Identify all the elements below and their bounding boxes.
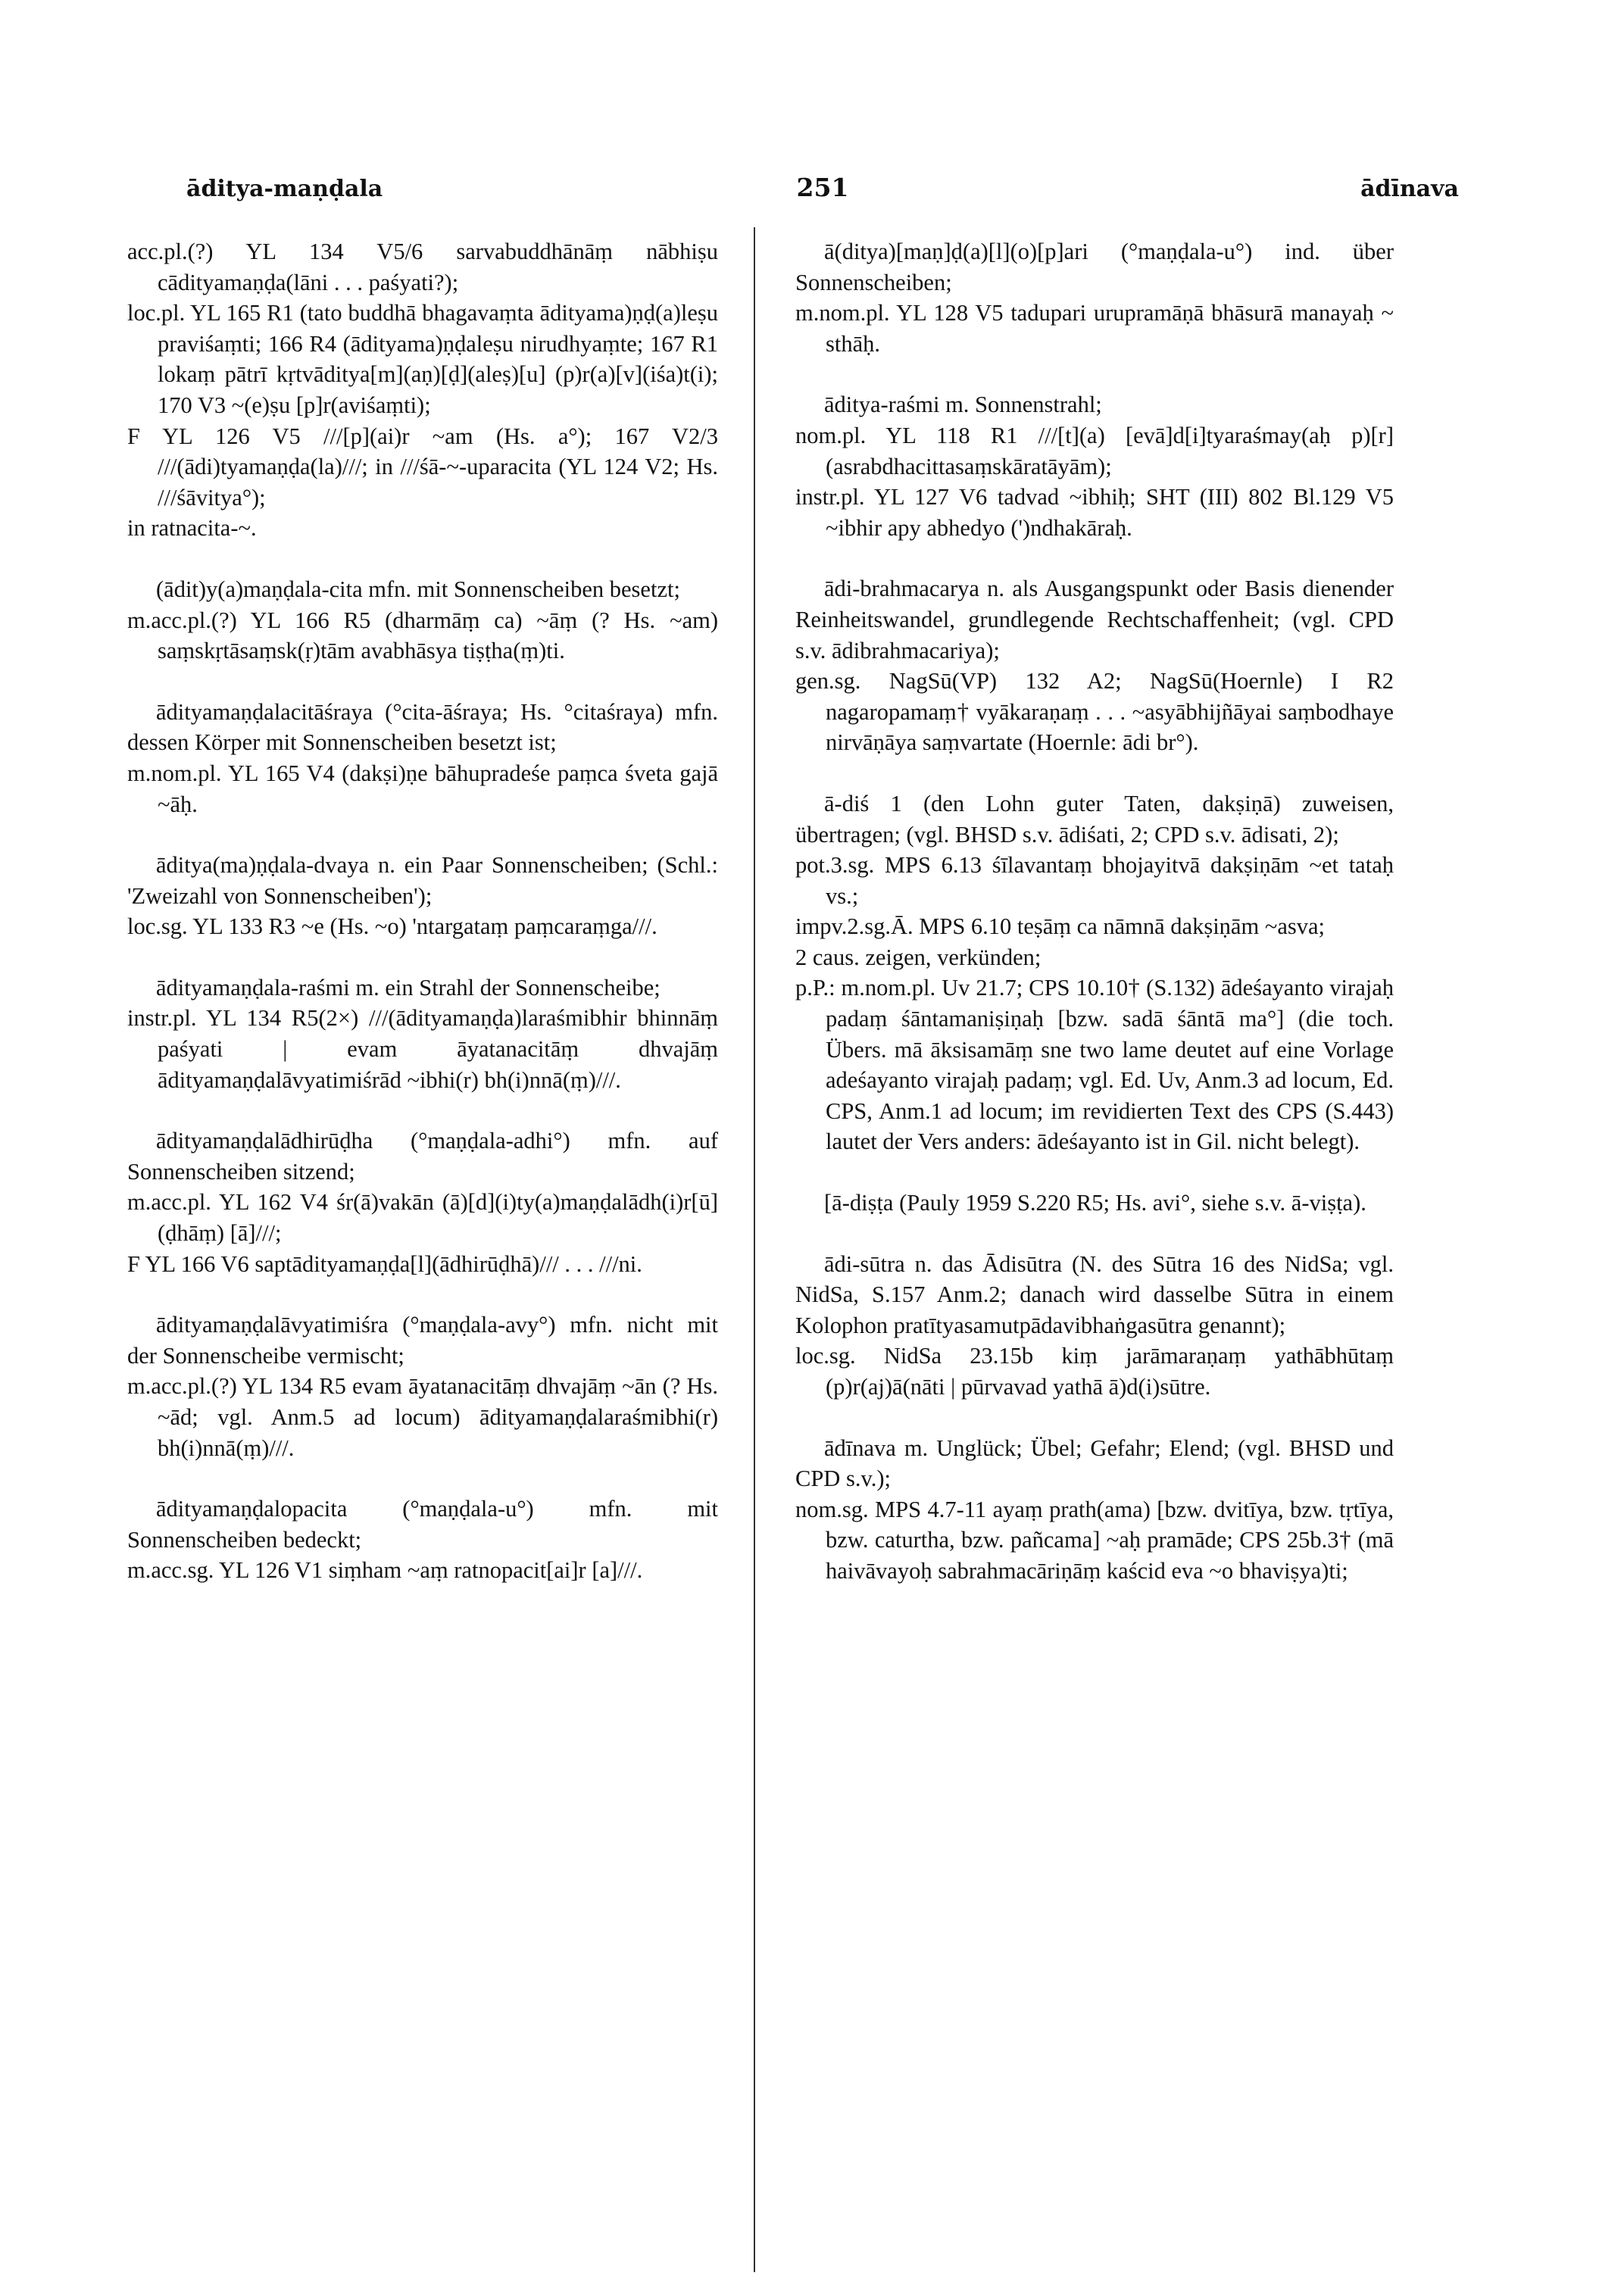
headword-line: [ā-diṣṭa (Pauly 1959 S.220 R5; Hs. avi°, siehe s.v. ā-viṣṭa). — [824, 1190, 1366, 1216]
dictionary-entry — [795, 1249, 1394, 1403]
running-head-right: ādīnava — [1360, 176, 1459, 202]
entry-line: loc.sg. YL 133 R3 ~e (Hs. ~o) 'ntargataṃ paṃcaraṃga///. — [127, 913, 657, 940]
page-number: 251 — [796, 173, 849, 202]
headword-line: ādi-sūtra n. das Ādisūtra (N. des Sūtra 16 des NidSa; vgl. NidSa, S.157 Anm.2; danach wird dasselbe Sūtra in einem Kolophon pratītyasamutpādavibhaṅgasūtra genannt); — [795, 1250, 1394, 1338]
dictionary-entry — [127, 1494, 718, 1586]
headword-line: ā-diś 1 (den Lohn guter Taten, dakṣiṇā) zuweisen, übertragen; (vgl. BHSD s.v. ādiśati, 2; CPD s.v. ādisati, 2); — [795, 790, 1394, 848]
headword-line: ādīnava m. Unglück; Übel; Gefahr; Elend; (vgl. BHSD und CPD s.v.); — [795, 1434, 1394, 1492]
entry-line: pot.3.sg. MPS 6.13 śīlavantaṃ bhojayitvā dakṣiṇām ~et tataḥ vs.; — [795, 852, 1394, 909]
headword-line: ā(ditya)[maṇ]ḍ(a)[l](o)[p]ari (°maṇḍala-u°) ind. über Sonnenscheiben; — [795, 239, 1394, 295]
headword-line: āditya-raśmi m. Sonnenstrahl; — [824, 392, 1102, 418]
entry-line: in ratnacita-~. — [127, 515, 257, 542]
headword-line: ādityamaṇḍalopacita (°maṇḍala-u°) mfn. mit Sonnenscheiben bedeckt; — [127, 1496, 718, 1553]
dictionary-entry — [127, 697, 718, 819]
entry-line: m.nom.pl. YL 128 V5 tadupari urupramāṇā bhāsurā manayaḥ ~ sthāḥ. — [795, 300, 1394, 357]
entry-line: loc.pl. YL 165 R1 (tato buddhā bhagavaṃta ādityama)ṇḍ(a)leṣu praviśaṃti; 166 R4 (ādityama)ṇḍaleṣu nirudhyaṃte; 167 R1 lokaṃ pātrī kṛtvāditya[m](aṇ)[ḍ](aleṣ)[u] (p)r(a)[v](iśa)t(i); 170 V3 ~(e)ṣu [p]r(aviśaṃti); — [127, 300, 718, 418]
left-column — [127, 236, 718, 1616]
headword-line: ādityamaṇḍalacitāśraya (°cita-āśraya; Hs. °citaśraya) mfn. dessen Körper mit Sonnenscheiben besetzt ist; — [127, 698, 718, 756]
entry-line: nom.sg. MPS 4.7-11 ayaṃ prath(ama) [bzw. dvitīya, bzw. tṛtīya, bzw. caturtha, bzw. pañcama] ~aḥ pramāde; CPS 25b.3† (mā haivāvayoḥ sabrahmacāriṇāṃ kaścid eva ~o bhaviṣya)ti; — [795, 1496, 1394, 1584]
entry-line: p.P.: m.nom.pl. Uv 21.7; CPS 10.10† (S.132) ādeśayanto virajaḥ padaṃ śāntamaniṣiṇaḥ [bzw. sadā śāntā ma°] (die toch. Übers. mā āksisamāṃ sne two lame deutet auf eine Vorlage adeśayanto virajaḥ padaṃ; vgl. Ed. Uv, Anm.3 ad locum, Ed. CPS, Anm.1 ad locum; im revidierten Text des CPS (S.443) lautet der Vers anders: ādeśayanto ist in Gil. nicht belegt). — [795, 975, 1394, 1155]
entry-line: gen.sg. NagSū(VP) 132 A2; NagSū(Hoernle) I R2 nagaropamaṃ† vyākaraṇaṃ . . . ~asyābhijñāyai saṃbodhaye nirvāṇāya saṃvartate (Hoernle: ādi br°). — [795, 668, 1394, 756]
entry-line: m.acc.pl.(?) YL 166 R5 (dharmāṃ ca) ~āṃ (? Hs. ~am) saṃskṛtāsaṃsk(ṛ)tām avabhāsya tiṣṭha(ṃ)ti. — [127, 607, 718, 664]
right-column — [795, 236, 1394, 1617]
entry-line: instr.pl. YL 127 V6 tadvad ~ibhiḥ; SHT (III) 802 Bl.129 V5 ~ibhir apy abhedyo (')ndhakāraḥ. — [795, 484, 1394, 541]
entry-line: F YL 126 V5 ///[p](ai)r ~am (Hs. a°); 167 V2/3 ///(ādi)tyamaṇḍa(la)///; in ///śā-~-uparacita (YL 124 V2; Hs. ///śāvitya°); — [127, 423, 718, 510]
dictionary-entry — [795, 1433, 1394, 1587]
headword-line: (ādit)y(a)maṇḍala-cita mfn. mit Sonnenscheiben besetzt; — [156, 576, 680, 602]
dictionary-entry — [127, 1310, 718, 1463]
dictionary-entry — [127, 850, 718, 942]
headword-line: ādi-brahmacarya n. als Ausgangspunkt oder Basis dienender Reinheitswandel, grundlegende Rechtschaffenheit; (vgl. CPD s.v. ādibrahmacariya); — [795, 576, 1394, 663]
headword-line: ādityamaṇḍala-raśmi m. ein Strahl der Sonnenscheibe; — [156, 974, 661, 1001]
entry-line: m.acc.pl.(?) YL 134 R5 evam āyatanacitāṃ dhvajāṃ ~ān (? Hs. ~ād; vgl. Anm.5 ad locum) ādityamaṇḍalaraśmibhi(r) bh(i)nnā(ṃ)///. — [127, 1373, 718, 1461]
dictionary-entry — [795, 389, 1394, 543]
entry-line: impv.2.sg.Ā. MPS 6.10 teṣāṃ ca nāmnā dakṣiṇām ~asva; — [795, 913, 1325, 940]
dictionary-entry — [795, 1188, 1394, 1219]
entry-line: m.acc.pl. YL 162 V4 śr(ā)vakān (ā)[d](i)ty(a)maṇḍalādh(i)r[ū](ḍhāṃ) [ā]///; — [127, 1189, 718, 1247]
entry-line: nom.pl. YL 118 R1 ///[t](a) [evā]d[i]tyaraśmay(aḥ p)[r](asrabdhacittasaṃskāratāyām); — [795, 422, 1394, 479]
dictionary-entry — [127, 574, 718, 666]
dictionary-entry — [127, 972, 718, 1095]
entry-line: loc.sg. NidSa 23.15b kiṃ jarāmaraṇaṃ yathābhūtaṃ (p)r(aj)ā(nāti | pūrvavad yathā ā)d(i)sūtre. — [795, 1343, 1394, 1400]
headword-line: ādityamaṇḍalādhirūḍha (°maṇḍala-adhi°) mfn. auf Sonnenscheiben sitzend; — [127, 1128, 718, 1185]
entry-line: m.nom.pl. YL 165 V4 (dakṣi)ṇe bāhupradeśe paṃca śveta gajā ~āḥ. — [127, 760, 718, 817]
dictionary-entry — [127, 236, 718, 544]
dictionary-entry — [795, 236, 1394, 359]
running-head-left: āditya-maṇḍala — [186, 176, 383, 202]
entry-line: m.acc.sg. YL 126 V1 siṃham ~aṃ ratnopacit[ai]r [a]///. — [127, 1557, 643, 1584]
column-divider — [754, 227, 755, 2272]
entry-line: 2 caus. zeigen, verkünden; — [795, 944, 1042, 970]
dictionary-entry — [795, 573, 1394, 758]
headword-line: ādityamaṇḍalāvyatimiśra (°maṇḍala-avy°) mfn. nicht mit der Sonnenscheibe vermischt; — [127, 1312, 718, 1369]
entry-line: instr.pl. YL 134 R5(2×) ///(ādityamaṇḍa)laraśmibhir bhinnāṃ paśyati | evam āyatanacitāṃ dhvajāṃ ādityamaṇḍalāvyatimiśrād ~ibhi(r) bh(i)nnā(ṃ)///. — [127, 1005, 718, 1093]
entry-line: F YL 166 V6 saptādityamaṇḍa[l](ādhirūḍhā)/// . . . ///ni. — [127, 1250, 642, 1277]
headword-line: āditya(ma)ṇḍala-dvaya n. ein Paar Sonnenscheiben; (Schl.: 'Zweizahl von Sonnenscheiben'); — [127, 852, 718, 909]
dictionary-entry — [795, 788, 1394, 1157]
page-header — [186, 173, 1459, 206]
entry-line: acc.pl.(?) YL 134 V5/6 sarvabuddhānāṃ nābhiṣu cādityamaṇḍa(lāni . . . paśyati?); — [127, 239, 718, 295]
dictionary-entry — [127, 1125, 718, 1279]
